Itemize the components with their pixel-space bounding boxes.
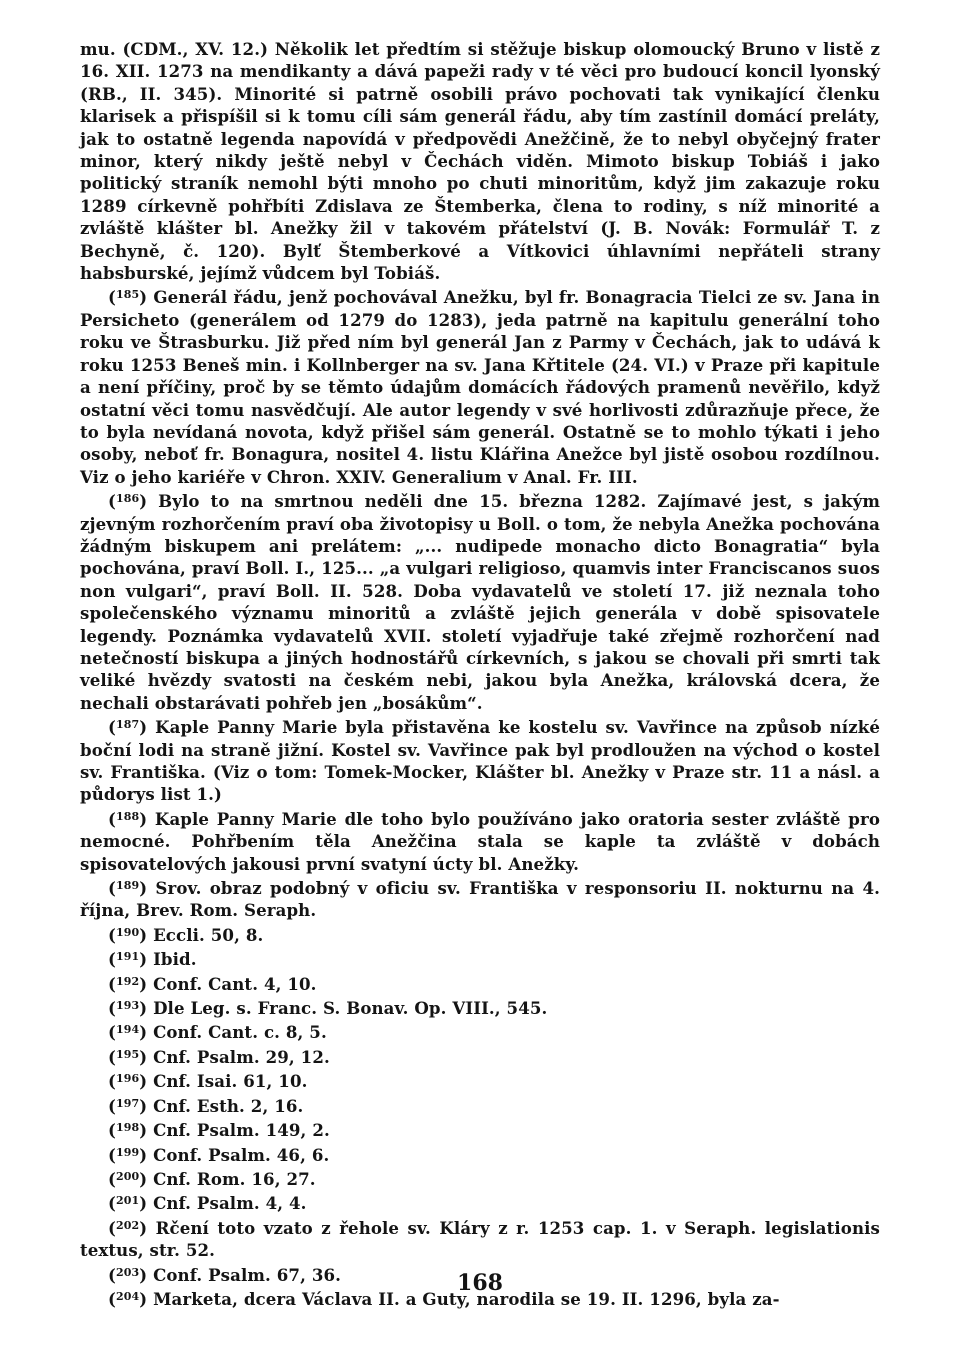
footnote-195: ($^{195}$) Cnf. Psalm. 29, 12. bbox=[108, 1046, 330, 1067]
footnote-number: 189 bbox=[115, 879, 140, 893]
footnote-text: Rčení toto vzato z řehole sv. Kláry z r. 1253 cap. 1. v Seraph. legislationis textus, str. 52. bbox=[80, 1217, 880, 1261]
page-number: 168 bbox=[457, 1270, 503, 1296]
footnote-number: 200 bbox=[115, 1169, 140, 1183]
footnote-number: 196 bbox=[115, 1072, 140, 1086]
continued-paragraph: mu. (CDM., XV. 12.) Několik let předtím si stěžuje biskup olomoucký Bruno v listě z 16. XII. 1273 na mendikanty a dává papeži rady v té věci pro budoucí koncil lyonský (RB., II. 345). Minorité si patrně osobili právo pochovati tak vynikající členku klarisek a přispíšil si k tomu cíli sám generál řádu, aby tím zastínil domácí preláty, jak to ostatně legenda napovídá v předpovědi Anežčině, že to nebyl obyčejný frater minor, který nikdy ještě nebyl v Čechách viděn. Mimoto biskup Tobiáš i jako politický straník nemohl býti mnoho po chuti minoritům, když jim zakazuje roku 1289 církevně pohřbíti Zdislava ze Štemberka, člena to rodiny, s níž minorité a zvláště klášter bl. Anežky žil v takovém přátelství (J. B. Novák: Formulář T. z Bechyně, č. 120). Bylť Štemberkové a Vítkovici úhlavními nepřáteli strany habsburské, jejímž vůdcem byl Tobiáš. bbox=[80, 39, 880, 284]
footnote-199: ($^{199}$) Conf. Psalm. 46, 6. bbox=[108, 1144, 330, 1165]
footnote-text: Bylo to na smrtnou neděli dne 15. března 1282. Zajímavé jest, s jakým zjevným rozhorčením praví oba životopisy u Boll. o tom, že nebyla Anežka pochována žádným biskupem ani prelátem: „... nudipede monacho dicto Bonagratia“ byla pochována, praví Boll. I., 125... „a vulgari religioso, quamvis inter Franciscanos suos non vulgari“, praví Boll. II. 528. Doba vydavatelů ve století 17. již neznala toho společenského významu minoritů a zvláště jejich generála v době spisovatele legendy. Poznámka vydavatelů XVII. století vyjadřuje také zřejmě rozhorčení nad netečností biskupa a jiných hodnostářů církevních, s jakou se chovali při smrti tak veliké hvězdy svatosti na českém nebi, jakou byla Anežka, královská dcera, že nechali obstarávati pohřeb jen „bosákům“. bbox=[80, 491, 880, 713]
footnote-number: 185 bbox=[115, 288, 140, 302]
footnote-192: ($^{192}$) Conf. Cant. 4, 10. bbox=[108, 973, 317, 994]
footnote-191: ($^{191}$) Ibid. bbox=[108, 949, 197, 970]
footnote-number: 188 bbox=[115, 809, 140, 823]
footnote-189: ($^{189}$) Srov. obraz podobný v oficiu sv. Františka v responsoriu II. nokturnu na 4. října, Brev. Rom. Seraph. bbox=[80, 878, 880, 921]
footnote-text: Cnf. Isai. 61, 10. bbox=[153, 1071, 308, 1092]
footnote-text: Dle Leg. s. Franc. S. Bonav. Op. VIII., 545. bbox=[153, 998, 548, 1019]
footnote-number: 201 bbox=[115, 1194, 140, 1208]
footnote-number: 195 bbox=[115, 1047, 140, 1061]
footnote-number: 194 bbox=[115, 1023, 140, 1037]
footnote-number: 202 bbox=[115, 1218, 140, 1232]
footnote-text: Srov. obraz podobný v oficiu sv. Františka v responsoriu II. nokturnu na 4. října, Brev. Rom. Seraph. bbox=[80, 878, 880, 921]
footnote-number: 187 bbox=[115, 718, 140, 732]
footnote-number: 199 bbox=[115, 1145, 140, 1159]
footnote-text: Conf. Cant. 4, 10. bbox=[153, 973, 317, 994]
footnote-text: Cnf. Psalm. 149, 2. bbox=[153, 1120, 330, 1141]
footnote-190: ($^{190}$) Eccli. 50, 8. bbox=[108, 924, 264, 945]
footnote-text: Cnf. Psalm. 4, 4. bbox=[153, 1193, 307, 1214]
footnote-number: 186 bbox=[115, 492, 140, 506]
footnote-196: ($^{196}$) Cnf. Isai. 61, 10. bbox=[108, 1071, 308, 1092]
footnote-202: ($^{202}$) Rčení toto vzato z řehole sv. Kláry z r. 1253 cap. 1. v Seraph. legislationis textus, str. 52. bbox=[80, 1217, 880, 1261]
footnote-text: Ibid. bbox=[153, 949, 197, 970]
footnote-number: 204 bbox=[115, 1289, 140, 1303]
footnote-text: Conf. Cant. c. 8, 5. bbox=[153, 1022, 327, 1043]
footnote-text: Cnf. Esth. 2, 16. bbox=[153, 1095, 304, 1116]
footnote-193: ($^{193}$) Dle Leg. s. Franc. S. Bonav. Op. VIII., 545. bbox=[108, 998, 548, 1019]
footnote-number: 191 bbox=[115, 950, 140, 964]
footnote-text: Conf. Psalm. 46, 6. bbox=[153, 1144, 330, 1165]
footnote-188: ($^{188}$) Kaple Panny Marie dle toho bylo používáno jako oratoria sester zvláště pro nemocné. Pohřbením těla Anežčina stala se kaple ta zvláště v dobách spisovatelových jakousi první svatyní úcty bl. Anežky. bbox=[80, 808, 880, 874]
footnote-text: Generál řádu, jenž pochovával Anežku, byl fr. Bonagracia Tielci ze sv. Jana in Persicheto (generálem od 1279 do 1283), jeda patrně na kapitulu generální toho roku ve Štrasburku. Již před ním byl generál Jan z Parmy v Čechách, jak to udává k roku 1253 Beneš min. i Kollnberger na sv. Jana Křtitele (24. VI.) v Praze při kapitule a není příčiny, proč by se těmto údajům domácích řádových pramenů nevěřilo, když ostatní věci tomu nasvědčují. Ale autor legendy v své horlivosti zdůrazňuje přece, že to byla nevídaná novota, když přišel sám generál. Ostatně se to mohlo týkati i jeho osoby, neboť fr. Bonagura, nositel 4. listu Klářina Anežce byl jistě osobou rozdílnou. Viz o jeho kariéře v Chron. XXIV. Generalium v Anal. Fr. III. bbox=[80, 287, 880, 487]
footnote-203: ($^{203}$) Conf. Psalm. 67, 36. bbox=[108, 1264, 342, 1285]
footnote-text: Marketa, dcera Václava II. a Guty, narodila se 19. II. 1296, byla za- bbox=[153, 1288, 780, 1309]
footnote-text-block bbox=[80, 38, 880, 1310]
footnote-text: Kaple Panny Marie dle toho bylo používáno jako oratoria sester zvláště pro nemocné. Pohřbením těla Anežčina stala se kaple ta zvláště v dobách spisovatelových jakousi první svatyní úcty bl. Anežky. bbox=[80, 808, 880, 874]
footnote-186: ($^{186}$) Bylo to na smrtnou neděli dne 15. března 1282. Zajímavé jest, s jakým zjevným rozhorčením praví oba životopisy u Boll. o tom, že nebyla Anežka pochována žádným biskupem ani prelátem: „... nudipede monacho dicto Bonagratia“ byla pochována, praví Boll. I., 125... „a vulgari religioso, quamvis inter Franciscanos suos non vulgari“, praví Boll. II. 528. Doba vydavatelů ve století 17. již neznala toho společenského významu minoritů a zvláště jejich generála v době spisovatele legendy. Poznámka vydavatelů XVII. století vyjadřuje také zřejmě rozhorčení nad netečností biskupa a jiných hodnostářů církevních, s jakou se chovali při smrti tak veliké hvězdy svatosti na českém nebi, jakou byla Anežka, královská dcera, že nechali obstarávati pohřeb jen „bosákům“. bbox=[80, 491, 880, 713]
footnote-number: 203 bbox=[115, 1265, 140, 1279]
footnote-text: Kaple Panny Marie byla přistavěna ke kostelu sv. Vavřince na způsob nízké boční lodi na straně jižní. Kostel sv. Vavřince pak byl prodloužen na východ o kostel sv. Františka. (Viz o tom: Tomek-Mocker, Klášter bl. Anežky v Praze str. 11 a násl. a půdorys list 1.) bbox=[80, 717, 880, 805]
footnote-number: 192 bbox=[115, 974, 140, 988]
footnote-187: ($^{187}$) Kaple Panny Marie byla přistavěna ke kostelu sv. Vavřince na způsob nízké boční lodi na straně jižní. Kostel sv. Vavřince pak byl prodloužen na východ o kostel sv. Františka. (Viz o tom: Tomek-Mocker, Klášter bl. Anežky v Praze str. 11 a násl. a půdorys list 1.) bbox=[80, 717, 880, 805]
footnote-number: 190 bbox=[115, 925, 140, 939]
footnote-198: ($^{198}$) Cnf. Psalm. 149, 2. bbox=[108, 1120, 330, 1141]
footnote-text: Cnf. Psalm. 29, 12. bbox=[153, 1046, 330, 1067]
footnote-number: 198 bbox=[115, 1121, 140, 1135]
footnote-197: ($^{197}$) Cnf. Esth. 2, 16. bbox=[108, 1095, 304, 1116]
footnote-text: Conf. Psalm. 67, 36. bbox=[153, 1264, 342, 1285]
footnote-text: Cnf. Rom. 16, 27. bbox=[153, 1168, 316, 1189]
footnote-number: 193 bbox=[115, 999, 140, 1013]
footnote-number: 197 bbox=[115, 1096, 140, 1110]
footnote-text: Eccli. 50, 8. bbox=[153, 924, 264, 945]
footnote-201: ($^{201}$) Cnf. Psalm. 4, 4. bbox=[108, 1193, 307, 1214]
footnote-200: ($^{200}$) Cnf. Rom. 16, 27. bbox=[108, 1168, 316, 1189]
footnote-194: ($^{194}$) Conf. Cant. c. 8, 5. bbox=[108, 1022, 327, 1043]
footnote-185: ($^{185}$) Generál řádu, jenž pochovával Anežku, byl fr. Bonagracia Tielci ze sv. Jana in Persicheto (generálem od 1279 do 1283), jeda patrně na kapitulu generální toho roku ve Štrasburku. Již před ním byl generál Jan z Parmy v Čechách, jak to udává k roku 1253 Beneš min. i Kollnberger na sv. Jana Křtitele (24. VI.) v Praze při kapitule a není příčiny, proč by se těmto údajům domácích řádových pramenů nevěřilo, když ostatní věci tomu nasvědčují. Ale autor legendy v své horlivosti zdůrazňuje přece, že to byla nevídaná novota, když přišel sám generál. Ostatně se to mohlo týkati i jeho osoby, neboť fr. Bonagura, nositel 4. listu Klářina Anežce byl jistě osobou rozdílnou. Viz o jeho kariéře v Chron. XXIV. Generalium v Anal. Fr. III. bbox=[80, 287, 880, 487]
footnote-204: ($^{204}$) Marketa, dcera Václava II. a Guty, narodila se 19. II. 1296, byla za- bbox=[108, 1288, 780, 1309]
